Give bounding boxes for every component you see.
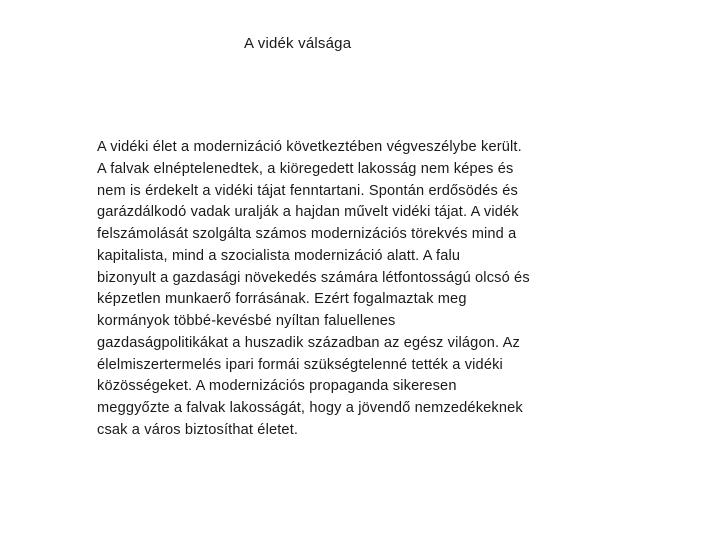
body-line-8: képzetlen munkaerő forrásának. Ezért fogalmaztak meg (97, 291, 467, 308)
body-line-5: felszámolását szolgálta számos modernizációs törekvés mind a (97, 226, 517, 242)
body-line-13: meggyőzte a falvak lakosságát, hogy a jövendő nemzedékeknek (97, 400, 523, 416)
body-line-4: garázdálkodó vadak uralják a hajdan művelt vidéki tájat. A vidék (97, 204, 519, 221)
slide-title: A vidék válsága (244, 35, 352, 52)
body-line-3: nem is érdekelt a vidéki tájat fenntartani. Spontán erdősödés és (97, 182, 518, 199)
body-line-6: kapitalista, mind a szocialista modernizáció alatt. A falu (97, 247, 461, 264)
body-line-2: A falvak elnéptelenedtek, a kiöregedett lakosság nem képes és (97, 160, 514, 177)
body-paragraph (97, 137, 547, 442)
body-line-9: kormányok többé-kevésbé nyíltan faluellenes (97, 313, 396, 329)
body-line-12: közösségeket. A modernizációs propaganda sikeresen (97, 378, 457, 395)
body-line-1: A vidéki élet a modernizáció következtében végveszélybe került. (97, 139, 522, 155)
body-line-7: bizonyult a gazdasági növekedés számára létfontosságú olcsó és (97, 269, 530, 286)
body-line-11: élelmiszertermelés ipari formái szükségtelenné tették a vidéki (97, 356, 503, 373)
body-line-14: csak a város biztosíthat életet. (97, 421, 299, 438)
body-line-10: gazdaságpolitikákat a huszadik században az egész világon. Az (97, 334, 520, 351)
